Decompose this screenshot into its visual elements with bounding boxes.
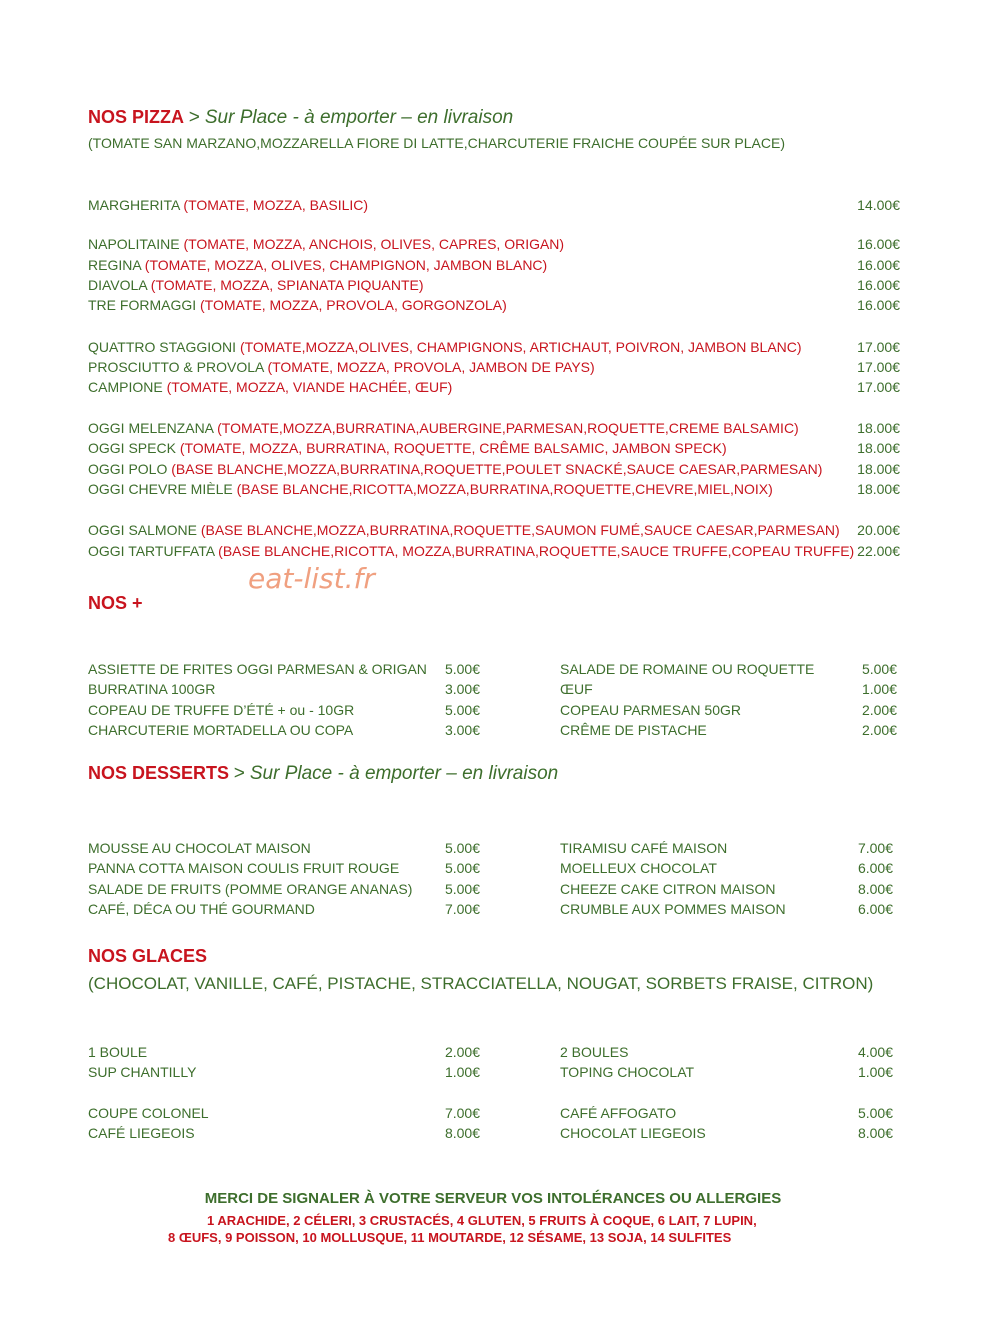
extra-price: 5.00€ [444, 702, 480, 718]
pizza-name: NAPOLITAINE [88, 236, 180, 252]
extra-price: 5.00€ [444, 661, 480, 677]
pizza-desc: (BASE BLANCHE,RICOTTA,MOZZA,BURRATINA,ROQUETTE,CHEVRE,MIEL,NOIX) [236, 481, 773, 497]
pizza-desc: (TOMATE, MOZZA, BURRATINA, ROQUETTE, CRÊME BALSAMIC, JAMBON SPECK) [179, 440, 727, 456]
dessert-price: 7.00€ [857, 840, 893, 856]
dessert-name: TIRAMISU CAFÉ MAISON [560, 840, 728, 856]
dessert-name: MOUSSE AU CHOCOLAT MAISON [88, 840, 311, 856]
pizza-row [88, 520, 900, 540]
glace-price: 5.00€ [857, 1105, 893, 1121]
dessert-price: 8.00€ [857, 881, 893, 897]
dessert-name: MOELLEUX CHOCOLAT [560, 860, 717, 876]
pizza-row [88, 377, 900, 397]
dessert-name: CRUMBLE AUX POMMES MAISON [560, 901, 786, 917]
glace-price: 1.00€ [857, 1064, 893, 1080]
dessert-price: 5.00€ [444, 860, 480, 876]
pizza-row [88, 295, 900, 315]
glaces-note: (CHOCOLAT, VANILLE, CAFÉ, PISTACHE, STRACCIATELLA, NOUGAT, SORBETS FRAISE, CITRON) [88, 974, 874, 993]
allergens-line-1: 1 ARACHIDE, 2 CÉLERI, 3 CRUSTACÉS, 4 GLUTEN, 5 FRUITS À COQUE, 6 LAIT, 7 LUPIN, [207, 1213, 757, 1228]
pizza-row [88, 255, 900, 275]
pizza-row [88, 275, 900, 295]
glace-name: COUPE COLONEL [88, 1105, 209, 1121]
extra-name: CRÊME DE PISTACHE [560, 722, 707, 738]
pizza-price: 16.00€ [857, 297, 900, 313]
glace-name: CHOCOLAT LIEGEOIS [560, 1125, 706, 1141]
allergens-line-2: 8 ŒUFS, 9 POISSON, 10 MOLLUSQUE, 11 MOUTARDE, 12 SÉSAME, 13 SOJA, 14 SULFITES [168, 1230, 732, 1245]
allergy-notice: MERCI DE SIGNALER À VOTRE SERVEUR VOS INTOLÉRANCES OU ALLERGIES [204, 1190, 782, 1207]
glace-name: CAFÉ AFFOGATO [560, 1105, 677, 1121]
desserts-heading [88, 763, 558, 785]
pizza-title: NOS PIZZA [88, 107, 185, 127]
extra-name: BURRATINA 100GR [88, 681, 216, 697]
glace-price: 7.00€ [444, 1105, 480, 1121]
glace-name: CAFÉ LIEGEOIS [88, 1125, 195, 1141]
pizza-row [88, 418, 900, 438]
extra-price: 2.00€ [861, 722, 897, 738]
glace-price: 1.00€ [444, 1064, 480, 1080]
pizza-price: 16.00€ [857, 277, 900, 293]
extra-name: SALADE DE ROMAINE OU ROQUETTE [560, 661, 815, 677]
dessert-price: 6.00€ [857, 901, 893, 917]
pizza-name: PROSCIUTTO & PROVOLA [88, 359, 264, 375]
glace-price: 8.00€ [444, 1125, 480, 1141]
pizza-row [88, 195, 900, 215]
pizza-name: REGINA [88, 257, 141, 273]
glaces-title: NOS GLACES [88, 946, 208, 966]
pizza-heading [88, 107, 513, 129]
pizza-desc: (BASE BLANCHE,MOZZA,BURRATINA,ROQUETTE,SAUMON FUMÉ,SAUCE CAESAR,PARMESAN) [200, 522, 840, 538]
glace-price: 8.00€ [857, 1125, 893, 1141]
pizza-row [88, 438, 900, 458]
pizza-desc: (TOMATE, MOZZA, PROVOLA, JAMBON DE PAYS) [267, 359, 595, 375]
pizza-name: OGGI TARTUFFATA [88, 543, 215, 559]
desserts-subtitle: > Sur Place - à emporter – en livraison [233, 763, 559, 784]
extra-price: 3.00€ [444, 722, 480, 738]
pizza-name: QUATTRO STAGGIONI [88, 339, 237, 355]
pizza-row [88, 459, 900, 479]
extra-price: 2.00€ [861, 702, 897, 718]
pizza-name: OGGI MELENZANA [88, 420, 214, 436]
pizza-desc: (TOMATE,MOZZA,OLIVES, CHAMPIGNONS, ARTICHAUT, POIVRON, JAMBON BLANC) [239, 339, 802, 355]
pizza-price: 18.00€ [857, 440, 900, 456]
pizza-price: 17.00€ [857, 359, 900, 375]
extras-title: NOS + [88, 593, 143, 613]
glace-price: 4.00€ [857, 1044, 893, 1060]
dessert-name: CHEEZE CAKE CITRON MAISON [560, 881, 776, 897]
extra-name: CHARCUTERIE MORTADELLA OU COPA [88, 722, 354, 738]
pizza-desc: (TOMATE, MOZZA, PROVOLA, GORGONZOLA) [200, 297, 507, 313]
pizza-price: 18.00€ [857, 481, 900, 497]
pizza-name: DIAVOLA [88, 277, 147, 293]
pizza-subtitle: > Sur Place - à emporter – en livraison [188, 107, 514, 128]
pizza-row [88, 357, 900, 377]
pizza-price: 17.00€ [857, 379, 900, 395]
extra-price: 5.00€ [861, 661, 897, 677]
desserts-title: NOS DESSERTS [88, 763, 230, 783]
extra-name: ASSIETTE DE FRITES OGGI PARMESAN & ORIGAN [88, 661, 427, 677]
glace-price: 2.00€ [444, 1044, 480, 1060]
pizza-price: 14.00€ [857, 197, 900, 213]
pizza-name: OGGI POLO [88, 461, 168, 477]
pizza-desc: (TOMATE,MOZZA,BURRATINA,AUBERGINE,PARMESAN,ROQUETTE,CREME BALSAMIC) [217, 420, 799, 436]
pizza-name: CAMPIONE [88, 379, 163, 395]
pizza-desc: (BASE BLANCHE,RICOTTA, MOZZA,BURRATINA,ROQUETTE,SAUCE TRUFFE,COPEAU TRUFFE) [218, 543, 855, 559]
glace-name: 2 BOULES [560, 1044, 629, 1060]
pizza-price: 18.00€ [857, 420, 900, 436]
dessert-price: 7.00€ [444, 901, 480, 917]
pizza-row [88, 479, 900, 499]
dessert-price: 5.00€ [444, 881, 480, 897]
dessert-name: SALADE DE FRUITS (POMME ORANGE ANANAS) [88, 881, 413, 897]
extra-name: COPEAU PARMESAN 50GR [560, 702, 742, 718]
pizza-note: (TOMATE SAN MARZANO,MOZZARELLA FIORE DI LATTE,CHARCUTERIE FRAICHE COUPÉE SUR PLACE) [88, 135, 785, 151]
dessert-price: 5.00€ [444, 840, 480, 856]
pizza-desc: (TOMATE, MOZZA, SPIANATA PIQUANTE) [150, 277, 424, 293]
pizza-name: MARGHERITA [88, 197, 180, 213]
extra-name: COPEAU DE TRUFFE D’ÉTÉ + ou - 10GR [88, 702, 355, 718]
glace-name: 1 BOULE [88, 1044, 148, 1060]
extra-name: ŒUF [560, 681, 593, 697]
pizza-desc: (TOMATE, MOZZA, BASILIC) [183, 197, 369, 213]
pizza-desc: (TOMATE, MOZZA, ANCHOIS, OLIVES, CAPRES, ORIGAN) [183, 236, 565, 252]
dessert-name: CAFÉ, DÉCA OU THÉ GOURMAND [88, 901, 315, 917]
glace-name: TOPING CHOCOLAT [560, 1064, 695, 1080]
pizza-row [88, 234, 900, 254]
pizza-desc: (BASE BLANCHE,MOZZA,BURRATINA,ROQUETTE,POULET SNACKÉ,SAUCE CAESAR,PARMESAN) [171, 461, 823, 477]
glace-name: SUP CHANTILLY [88, 1064, 197, 1080]
watermark-text: eat-list.fr [248, 562, 375, 595]
pizza-price: 20.00€ [857, 522, 900, 538]
pizza-price: 22.00€ [857, 543, 900, 559]
pizza-name: OGGI SALMONE [88, 522, 197, 538]
pizza-desc: (TOMATE, MOZZA, VIANDE HACHÉE, ŒUF) [166, 379, 453, 395]
extra-price: 3.00€ [444, 681, 480, 697]
pizza-name: TRE FORMAGGI [88, 297, 197, 313]
pizza-name: OGGI CHEVRE MIÈLE [88, 481, 233, 497]
dessert-price: 6.00€ [857, 860, 893, 876]
pizza-row [88, 541, 900, 561]
pizza-desc: (TOMATE, MOZZA, OLIVES, CHAMPIGNON, JAMBON BLANC) [144, 257, 548, 273]
pizza-name: OGGI SPECK [88, 440, 176, 456]
pizza-price: 17.00€ [857, 339, 900, 355]
pizza-price: 16.00€ [857, 257, 900, 273]
dessert-name: PANNA COTTA MAISON COULIS FRUIT ROUGE [88, 860, 400, 876]
pizza-price: 18.00€ [857, 461, 900, 477]
pizza-row [88, 337, 900, 357]
extra-price: 1.00€ [861, 681, 897, 697]
pizza-price: 16.00€ [857, 236, 900, 252]
